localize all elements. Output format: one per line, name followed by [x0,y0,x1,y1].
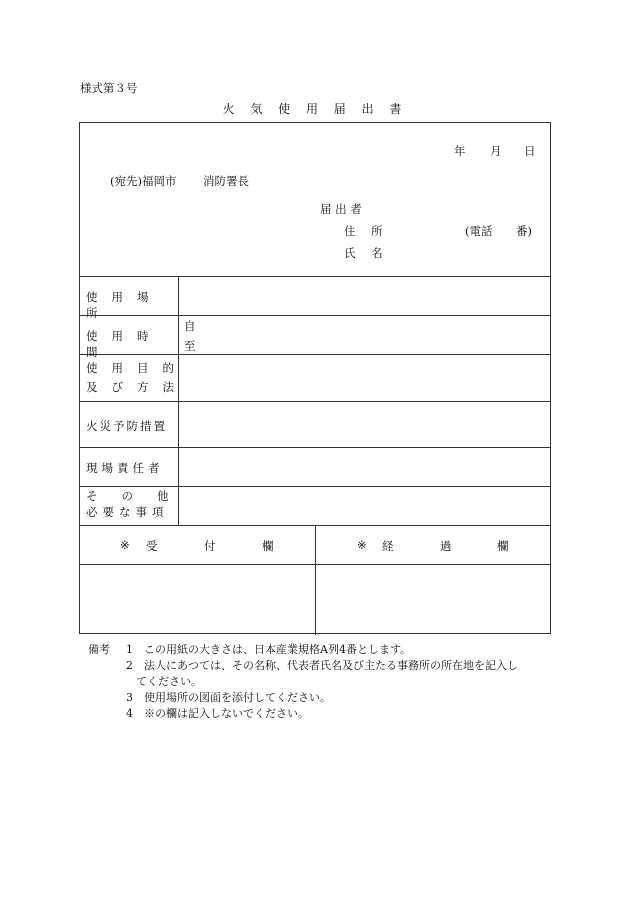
note-item [88,674,518,690]
divider [80,447,550,448]
purpose-label-line1: 使用目的 [86,361,188,375]
note-text: ※の欄は記入しないでください。 [144,707,309,720]
place-label: 使用場所 [86,290,163,320]
note-item [88,690,518,706]
name-label: 氏 名 [344,246,389,260]
site-manager-label: 現場責任者 [86,461,164,475]
note-item [88,706,518,722]
notification-form-table [79,122,551,634]
note-text: 法人にあつては、その名称、代表者氏名及び主たる事務所の所在地を記入し [144,659,518,672]
notes-label: 備考 [88,643,110,656]
time-from-label: 自 [184,319,196,333]
notifier-label: 届 出 者 [320,202,362,216]
fire-prevention-label: 火災予防措置 [86,419,167,433]
note-item [88,658,518,674]
phone-close-label: 番) [516,224,532,238]
receipt-char: 欄 [262,539,274,553]
progress-char: 経 [382,539,394,553]
progress-char: 過 [440,539,452,553]
row-label-time [86,328,174,360]
note-item [88,642,518,658]
row-label-others [86,488,193,520]
form-title: 火 気 使 用 届 出 書 [222,102,408,116]
form-number: 様式第３号 [80,81,138,95]
divider [80,401,550,402]
address-label: 住 所 [344,224,389,238]
phone-open-label: (電話 [465,224,493,238]
addressee-office: 消防署長 [203,174,249,188]
divider [80,486,550,487]
date-month-label: 月 [490,144,502,158]
others-label-line2: 必要な事項 [86,505,169,519]
note-text: 使用場所の図面を添付してください。 [144,691,331,704]
date-year-label: 年 [454,144,466,158]
progress-char: 欄 [497,539,509,553]
receipt-char: 付 [204,539,216,553]
row-label-place [86,289,174,321]
divider [80,276,550,277]
note-number: 4 [126,707,133,720]
receipt-mark: ※ [120,538,130,552]
note-text: この用紙の大きさは、日本産業規格A列4番とします。 [144,643,412,656]
note-number [126,674,136,690]
purpose-label-line2: 及び方法 [86,380,188,394]
time-label: 使用時間 [86,329,163,359]
others-label-line1: その他 [86,489,193,503]
notes-section [88,642,518,722]
receipt-char: 受 [146,539,158,553]
divider [315,525,316,635]
note-number: 2 [126,659,133,672]
note-text: てください。 [136,675,202,688]
progress-mark: ※ [357,538,367,552]
note-number: 1 [126,643,133,656]
time-to-label: 至 [184,339,196,353]
date-day-label: 日 [524,144,536,158]
row-label-purpose [86,359,188,397]
addressee-prefix: (宛先)福岡市 [110,174,177,188]
note-number: 3 [126,691,133,704]
